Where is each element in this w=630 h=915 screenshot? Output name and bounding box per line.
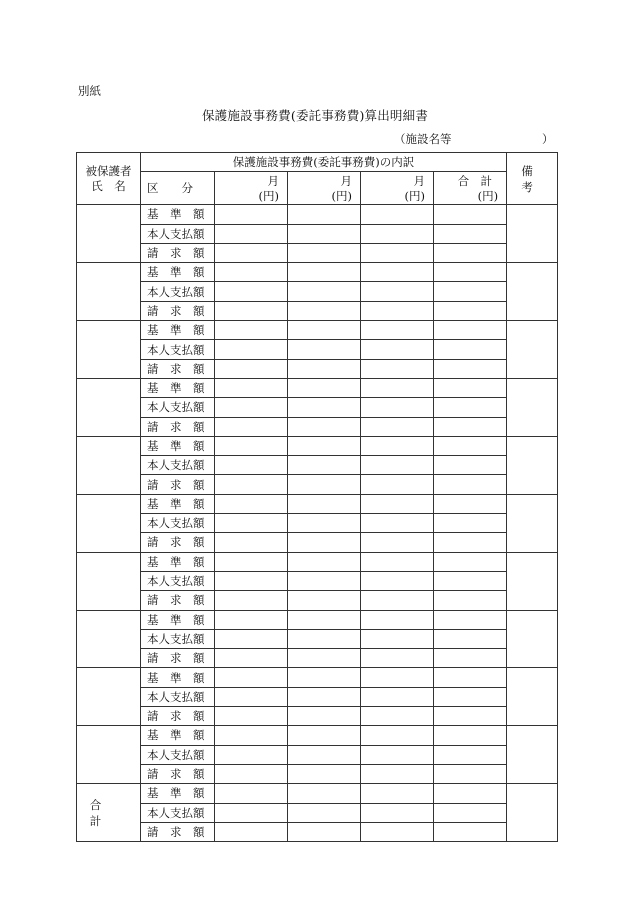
month-amount-cell — [361, 745, 434, 764]
month-amount-cell — [361, 494, 434, 513]
total-amount-cell — [434, 591, 507, 610]
month-amount-cell — [361, 610, 434, 629]
total-amount-cell — [434, 726, 507, 745]
recipient-name-cell — [77, 610, 141, 668]
month-3-header — [361, 172, 434, 205]
month-amount-cell — [288, 263, 361, 282]
total-amount-cell — [434, 263, 507, 282]
month-amount-cell — [361, 726, 434, 745]
total-amount-cell — [434, 552, 507, 571]
table-row — [77, 610, 558, 629]
month-amount-cell — [215, 475, 288, 494]
row-category-label: 本人支払額 — [141, 340, 215, 359]
table-row — [77, 456, 558, 475]
recipient-name-cell — [77, 321, 141, 379]
row-category-label: 請 求 額 — [141, 301, 215, 320]
month-amount-cell — [288, 822, 361, 841]
total-amount-cell — [434, 456, 507, 475]
month-amount-cell — [361, 205, 434, 224]
row-category-label: 本人支払額 — [141, 224, 215, 243]
recipient-name-cell — [77, 205, 141, 263]
month-amount-cell — [361, 571, 434, 590]
month-label: 月 — [413, 174, 425, 189]
month-amount-cell — [215, 649, 288, 668]
table-row — [77, 649, 558, 668]
table-row — [77, 282, 558, 301]
table-row — [77, 803, 558, 822]
table-row — [77, 629, 558, 648]
expense-detail-table — [76, 152, 565, 842]
total-amount-cell — [434, 340, 507, 359]
total-amount-cell — [434, 687, 507, 706]
month-amount-cell — [288, 591, 361, 610]
facility-name-label: （施設名等 — [394, 132, 452, 146]
month-amount-cell — [288, 629, 361, 648]
table-row — [77, 359, 558, 378]
month-amount-cell — [215, 514, 288, 533]
month-amount-cell — [288, 571, 361, 590]
category-header: 区 分 — [141, 172, 215, 205]
month-amount-cell — [361, 514, 434, 533]
table-row — [77, 533, 558, 552]
table-row — [77, 398, 558, 417]
month-amount-cell — [288, 610, 361, 629]
row-category-label: 請 求 額 — [141, 475, 215, 494]
row-category-label: 請 求 額 — [141, 243, 215, 262]
month-amount-cell — [288, 321, 361, 340]
month-amount-cell — [361, 784, 434, 803]
row-category-label: 本人支払額 — [141, 803, 215, 822]
total-amount-cell — [434, 707, 507, 726]
total-amount-cell — [434, 475, 507, 494]
total-amount-cell — [434, 764, 507, 783]
month-amount-cell — [215, 436, 288, 455]
row-category-label: 基 準 額 — [141, 205, 215, 224]
annex-label: 別紙 — [78, 84, 101, 98]
recipient-name-cell — [77, 436, 141, 494]
month-amount-cell — [361, 263, 434, 282]
month-amount-cell — [215, 224, 288, 243]
total-amount-cell — [434, 321, 507, 340]
row-category-label: 請 求 額 — [141, 591, 215, 610]
row-category-label: 請 求 額 — [141, 533, 215, 552]
month-amount-cell — [361, 591, 434, 610]
month-amount-cell — [215, 417, 288, 436]
table-row — [77, 591, 558, 610]
row-category-label: 基 準 額 — [141, 263, 215, 282]
table-row — [77, 494, 558, 513]
month-amount-cell — [215, 668, 288, 687]
yen-label: (円) — [331, 189, 352, 204]
table-row — [77, 726, 558, 745]
month-amount-cell — [215, 340, 288, 359]
row-category-label: 基 準 額 — [141, 552, 215, 571]
table-row — [77, 552, 558, 571]
month-amount-cell — [361, 764, 434, 783]
table-row — [77, 263, 558, 282]
row-category-label: 本人支払額 — [141, 629, 215, 648]
table-row — [77, 321, 558, 340]
month-amount-cell — [288, 726, 361, 745]
row-category-label: 本人支払額 — [141, 282, 215, 301]
total-row-label: 合 計 — [77, 784, 141, 842]
row-category-label: 本人支払額 — [141, 745, 215, 764]
table-row — [77, 707, 558, 726]
remarks-cell — [507, 668, 558, 726]
recipient-name-cell — [77, 552, 141, 610]
remarks-cell — [507, 378, 558, 436]
month-amount-cell — [361, 475, 434, 494]
month-amount-cell — [361, 321, 434, 340]
month-amount-cell — [288, 340, 361, 359]
month-amount-cell — [288, 745, 361, 764]
row-category-label: 請 求 額 — [141, 822, 215, 841]
breakdown-header: 保護施設事務費(委託事務費)の内訳 — [141, 153, 507, 172]
recipient-header-line1: 被保護者 — [85, 163, 132, 178]
month-amount-cell — [361, 340, 434, 359]
month-amount-cell — [215, 301, 288, 320]
month-amount-cell — [215, 571, 288, 590]
month-amount-cell — [215, 591, 288, 610]
month-amount-cell — [215, 629, 288, 648]
total-amount-cell — [434, 668, 507, 687]
total-amount-cell — [434, 822, 507, 841]
total-amount-cell — [434, 224, 507, 243]
table-row — [77, 745, 558, 764]
row-category-label: 本人支払額 — [141, 514, 215, 533]
row-category-label: 請 求 額 — [141, 764, 215, 783]
recipient-header-line2: 氏 名 — [91, 178, 126, 193]
month-2-header — [288, 172, 361, 205]
table-row — [77, 822, 558, 841]
total-amount-cell — [434, 436, 507, 455]
total-amount-cell — [434, 610, 507, 629]
month-amount-cell — [215, 726, 288, 745]
yen-label: (円) — [477, 189, 499, 204]
month-amount-cell — [215, 745, 288, 764]
row-category-label: 本人支払額 — [141, 398, 215, 417]
month-label: 月 — [340, 174, 352, 189]
month-amount-cell — [288, 301, 361, 320]
recipient-name-cell — [77, 378, 141, 436]
row-category-label: 本人支払額 — [141, 456, 215, 475]
total-amount-cell — [434, 745, 507, 764]
month-amount-cell — [288, 205, 361, 224]
month-1-header — [215, 172, 288, 205]
month-amount-cell — [361, 436, 434, 455]
month-amount-cell — [288, 417, 361, 436]
month-amount-cell — [288, 668, 361, 687]
month-amount-cell — [215, 533, 288, 552]
month-amount-cell — [215, 764, 288, 783]
total-amount-cell — [434, 205, 507, 224]
month-amount-cell — [361, 629, 434, 648]
table-row — [77, 475, 558, 494]
table-row — [77, 301, 558, 320]
row-category-label: 本人支払額 — [141, 571, 215, 590]
total-amount-cell — [434, 301, 507, 320]
month-amount-cell — [215, 456, 288, 475]
yen-label: (円) — [258, 189, 279, 204]
remarks-cell — [507, 494, 558, 552]
row-category-label: 本人支払額 — [141, 687, 215, 706]
month-amount-cell — [288, 514, 361, 533]
remarks-cell — [507, 436, 558, 494]
total-amount-cell — [434, 649, 507, 668]
month-amount-cell — [361, 398, 434, 417]
table-row — [77, 784, 558, 803]
month-amount-cell — [361, 649, 434, 668]
remarks-cell — [507, 205, 558, 263]
month-amount-cell — [361, 533, 434, 552]
month-amount-cell — [361, 822, 434, 841]
month-amount-cell — [361, 417, 434, 436]
month-amount-cell — [215, 494, 288, 513]
total-amount-cell — [434, 514, 507, 533]
remarks-cell — [507, 263, 558, 321]
month-amount-cell — [215, 610, 288, 629]
table-row — [77, 224, 558, 243]
row-category-label: 基 準 額 — [141, 668, 215, 687]
month-amount-cell — [361, 243, 434, 262]
month-amount-cell — [288, 803, 361, 822]
month-amount-cell — [288, 282, 361, 301]
table-row — [77, 243, 558, 262]
month-amount-cell — [288, 436, 361, 455]
month-amount-cell — [288, 359, 361, 378]
total-amount-cell — [434, 571, 507, 590]
recipient-name-cell — [77, 726, 141, 784]
month-amount-cell — [361, 668, 434, 687]
remarks-cell — [507, 321, 558, 379]
total-amount-cell — [434, 359, 507, 378]
month-amount-cell — [288, 475, 361, 494]
table-row — [77, 687, 558, 706]
row-category-label: 請 求 額 — [141, 417, 215, 436]
total-amount-cell — [434, 494, 507, 513]
total-amount-cell — [434, 243, 507, 262]
month-amount-cell — [288, 649, 361, 668]
total-amount-cell — [434, 282, 507, 301]
month-amount-cell — [361, 301, 434, 320]
month-amount-cell — [361, 224, 434, 243]
month-amount-cell — [215, 359, 288, 378]
total-label: 合 計 — [457, 174, 493, 189]
total-amount-cell — [434, 398, 507, 417]
total-amount-cell — [434, 417, 507, 436]
document-title: 保護施設事務費(委託事務費)算出明細書 — [201, 108, 429, 123]
row-category-label: 基 準 額 — [141, 726, 215, 745]
month-amount-cell — [361, 552, 434, 571]
yen-label: (円) — [404, 189, 425, 204]
total-amount-cell — [434, 378, 507, 397]
month-amount-cell — [288, 784, 361, 803]
recipient-name-cell — [77, 263, 141, 321]
month-amount-cell — [215, 707, 288, 726]
month-amount-cell — [288, 687, 361, 706]
facility-name-close: ） — [542, 132, 554, 146]
month-amount-cell — [361, 359, 434, 378]
table-row — [77, 378, 558, 397]
table-row — [77, 764, 558, 783]
row-category-label: 基 準 額 — [141, 784, 215, 803]
month-amount-cell — [215, 321, 288, 340]
month-amount-cell — [215, 243, 288, 262]
month-amount-cell — [288, 398, 361, 417]
month-amount-cell — [215, 263, 288, 282]
month-amount-cell — [361, 378, 434, 397]
month-amount-cell — [215, 552, 288, 571]
total-amount-cell — [434, 803, 507, 822]
month-amount-cell — [215, 687, 288, 706]
remarks-cell — [507, 784, 558, 842]
table-row — [77, 571, 558, 590]
table-row — [77, 417, 558, 436]
row-category-label: 請 求 額 — [141, 707, 215, 726]
table-row — [77, 514, 558, 533]
remarks-header: 備 考 — [507, 153, 558, 205]
month-amount-cell — [288, 224, 361, 243]
table-row — [77, 668, 558, 687]
month-amount-cell — [288, 707, 361, 726]
row-category-label: 基 準 額 — [141, 378, 215, 397]
month-amount-cell — [288, 533, 361, 552]
remarks-cell — [507, 610, 558, 668]
total-amount-cell — [434, 629, 507, 648]
month-amount-cell — [215, 398, 288, 417]
month-amount-cell — [215, 803, 288, 822]
recipient-name-cell — [77, 494, 141, 552]
month-amount-cell — [215, 822, 288, 841]
month-amount-cell — [288, 456, 361, 475]
recipient-name-cell — [77, 668, 141, 726]
month-amount-cell — [288, 378, 361, 397]
month-amount-cell — [361, 803, 434, 822]
recipient-name-header — [77, 153, 141, 205]
table-row — [77, 205, 558, 224]
month-label: 月 — [267, 174, 279, 189]
total-amount-cell — [434, 784, 507, 803]
month-amount-cell — [215, 205, 288, 224]
month-amount-cell — [361, 687, 434, 706]
month-amount-cell — [215, 282, 288, 301]
month-amount-cell — [288, 494, 361, 513]
remarks-cell — [507, 726, 558, 784]
month-amount-cell — [288, 764, 361, 783]
month-amount-cell — [361, 456, 434, 475]
month-amount-cell — [215, 378, 288, 397]
row-category-label: 基 準 額 — [141, 321, 215, 340]
row-category-label: 請 求 額 — [141, 649, 215, 668]
total-column-header — [434, 172, 507, 205]
total-amount-cell — [434, 533, 507, 552]
month-amount-cell — [361, 282, 434, 301]
table-row — [77, 436, 558, 455]
month-amount-cell — [361, 707, 434, 726]
month-amount-cell — [288, 243, 361, 262]
month-amount-cell — [288, 552, 361, 571]
remarks-cell — [507, 552, 558, 610]
row-category-label: 請 求 額 — [141, 359, 215, 378]
row-category-label: 基 準 額 — [141, 436, 215, 455]
row-category-label: 基 準 額 — [141, 494, 215, 513]
month-amount-cell — [215, 784, 288, 803]
row-category-label: 基 準 額 — [141, 610, 215, 629]
table-row — [77, 340, 558, 359]
